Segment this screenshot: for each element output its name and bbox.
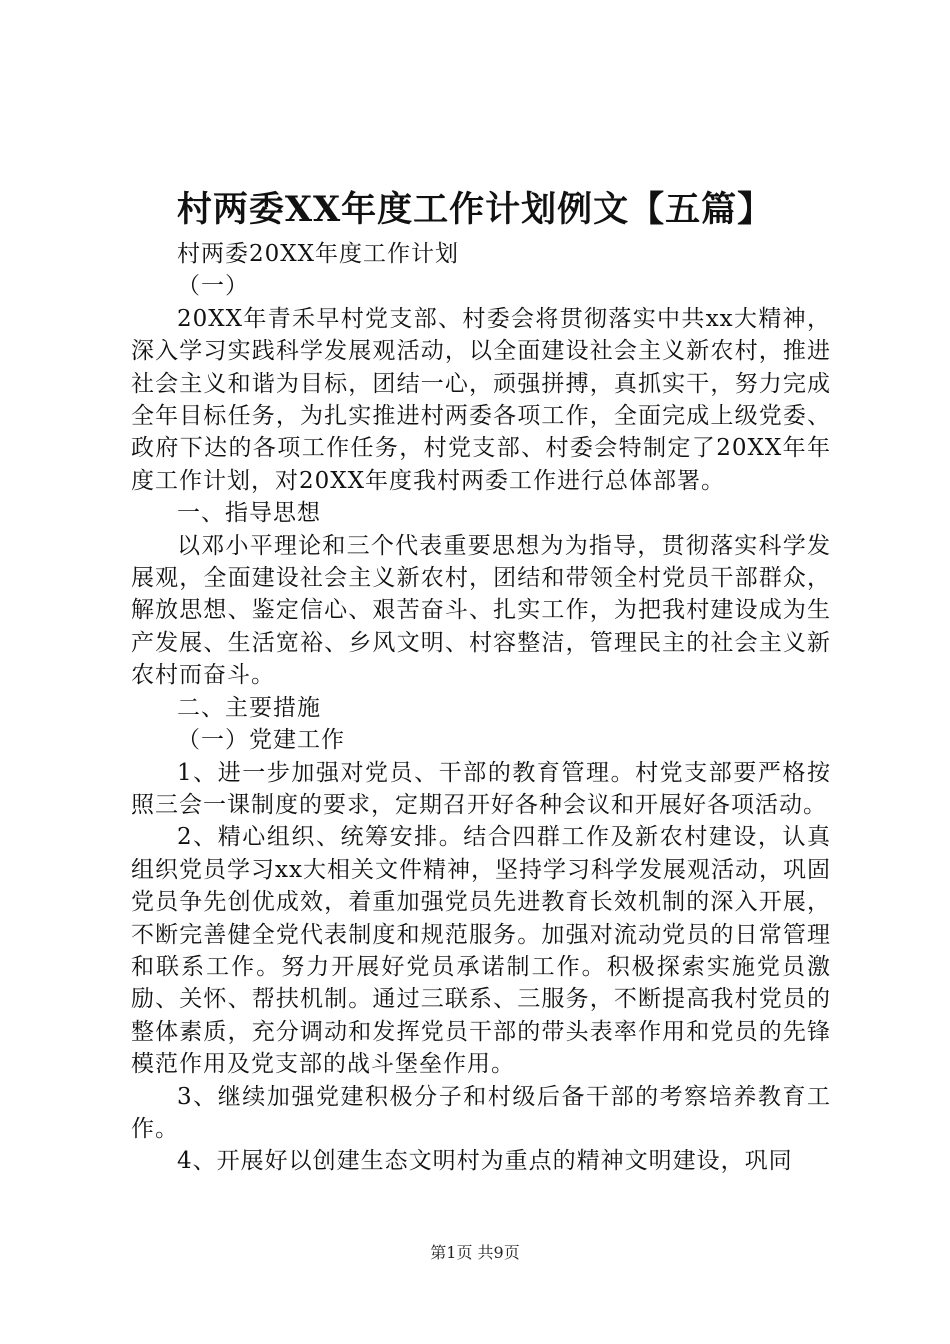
measure-item-1: 1、进一步加强对党员、干部的教育管理。村党支部要严格按照三会一课制度的要求，定期召开好各种会议和开展好各项活动。 bbox=[131, 759, 831, 818]
section-heading-guiding-thought: 一、指导思想 bbox=[177, 500, 321, 527]
document-title: 村两委XX年度工作计划例文【五篇】 bbox=[176, 189, 774, 230]
section-marker: （一） bbox=[177, 273, 249, 300]
plan-heading: 村两委20XX年度工作计划 bbox=[177, 241, 460, 267]
subsection-heading-party-building: （一）党建工作 bbox=[177, 727, 345, 754]
guiding-thought-paragraph: 以邓小平理论和三个代表重要思想为为指导，贯彻落实科学发展观，全面建设社会主义新农村，团结和带领全村党员干部群众，解放思想、鉴定信心、艰苦奋斗、扎实工作，为把我村建设成为生产发展、生活宽裕、乡风文明、村容整洁，管理民主的社会主义新农村而奋斗。 bbox=[131, 532, 831, 689]
page-number-footer: 第1页 共9页 bbox=[430, 1243, 520, 1262]
document-body bbox=[131, 238, 831, 1178]
section-heading-main-measures: 二、主要措施 bbox=[177, 694, 321, 721]
measure-item-3: 3、继续加强党建积极分子和村级后备干部的考察培养教育工作。 bbox=[131, 1083, 831, 1142]
intro-paragraph: 20XX年青禾早村党支部、村委会将贯彻落实中共xx大精神，深入学习实践科学发展观活动，以全面建设社会主义新农村，推进社会主义和谐为目标，团结一心，顽强拼搏，真抓实干，努力完成全年目标任务，为扎实推进村两委各项工作，全面完成上级党委、政府下达的各项工作任务，村党支部、村委会特制定了20XX年年度工作计划，对20XX年度我村两委工作进行总体部署。 bbox=[131, 305, 831, 494]
measure-item-4: 4、开展好以创建生态文明村为重点的精神文明建设，巩同 bbox=[177, 1148, 793, 1175]
measure-item-2: 2、精心组织、统筹安排。结合四群工作及新农村建设，认真组织党员学习xx大相关文件精神，坚持学习科学发展观活动，巩固党员争先创优成效，着重加强党员先进教育长效机制的深入开展，不断完善健全党代表制度和规范服务。加强对流动党员的日常管理和联系工作。努力开展好党员承诺制工作。积极探索实施党员激励、关怀、帮扶机制。通过三联系、三服务，不断提高我村党员的整体素质，充分调动和发挥党员干部的带头表率作用和党员的先锋模范作用及党支部的战斗堡垒作用。 bbox=[131, 824, 831, 1078]
